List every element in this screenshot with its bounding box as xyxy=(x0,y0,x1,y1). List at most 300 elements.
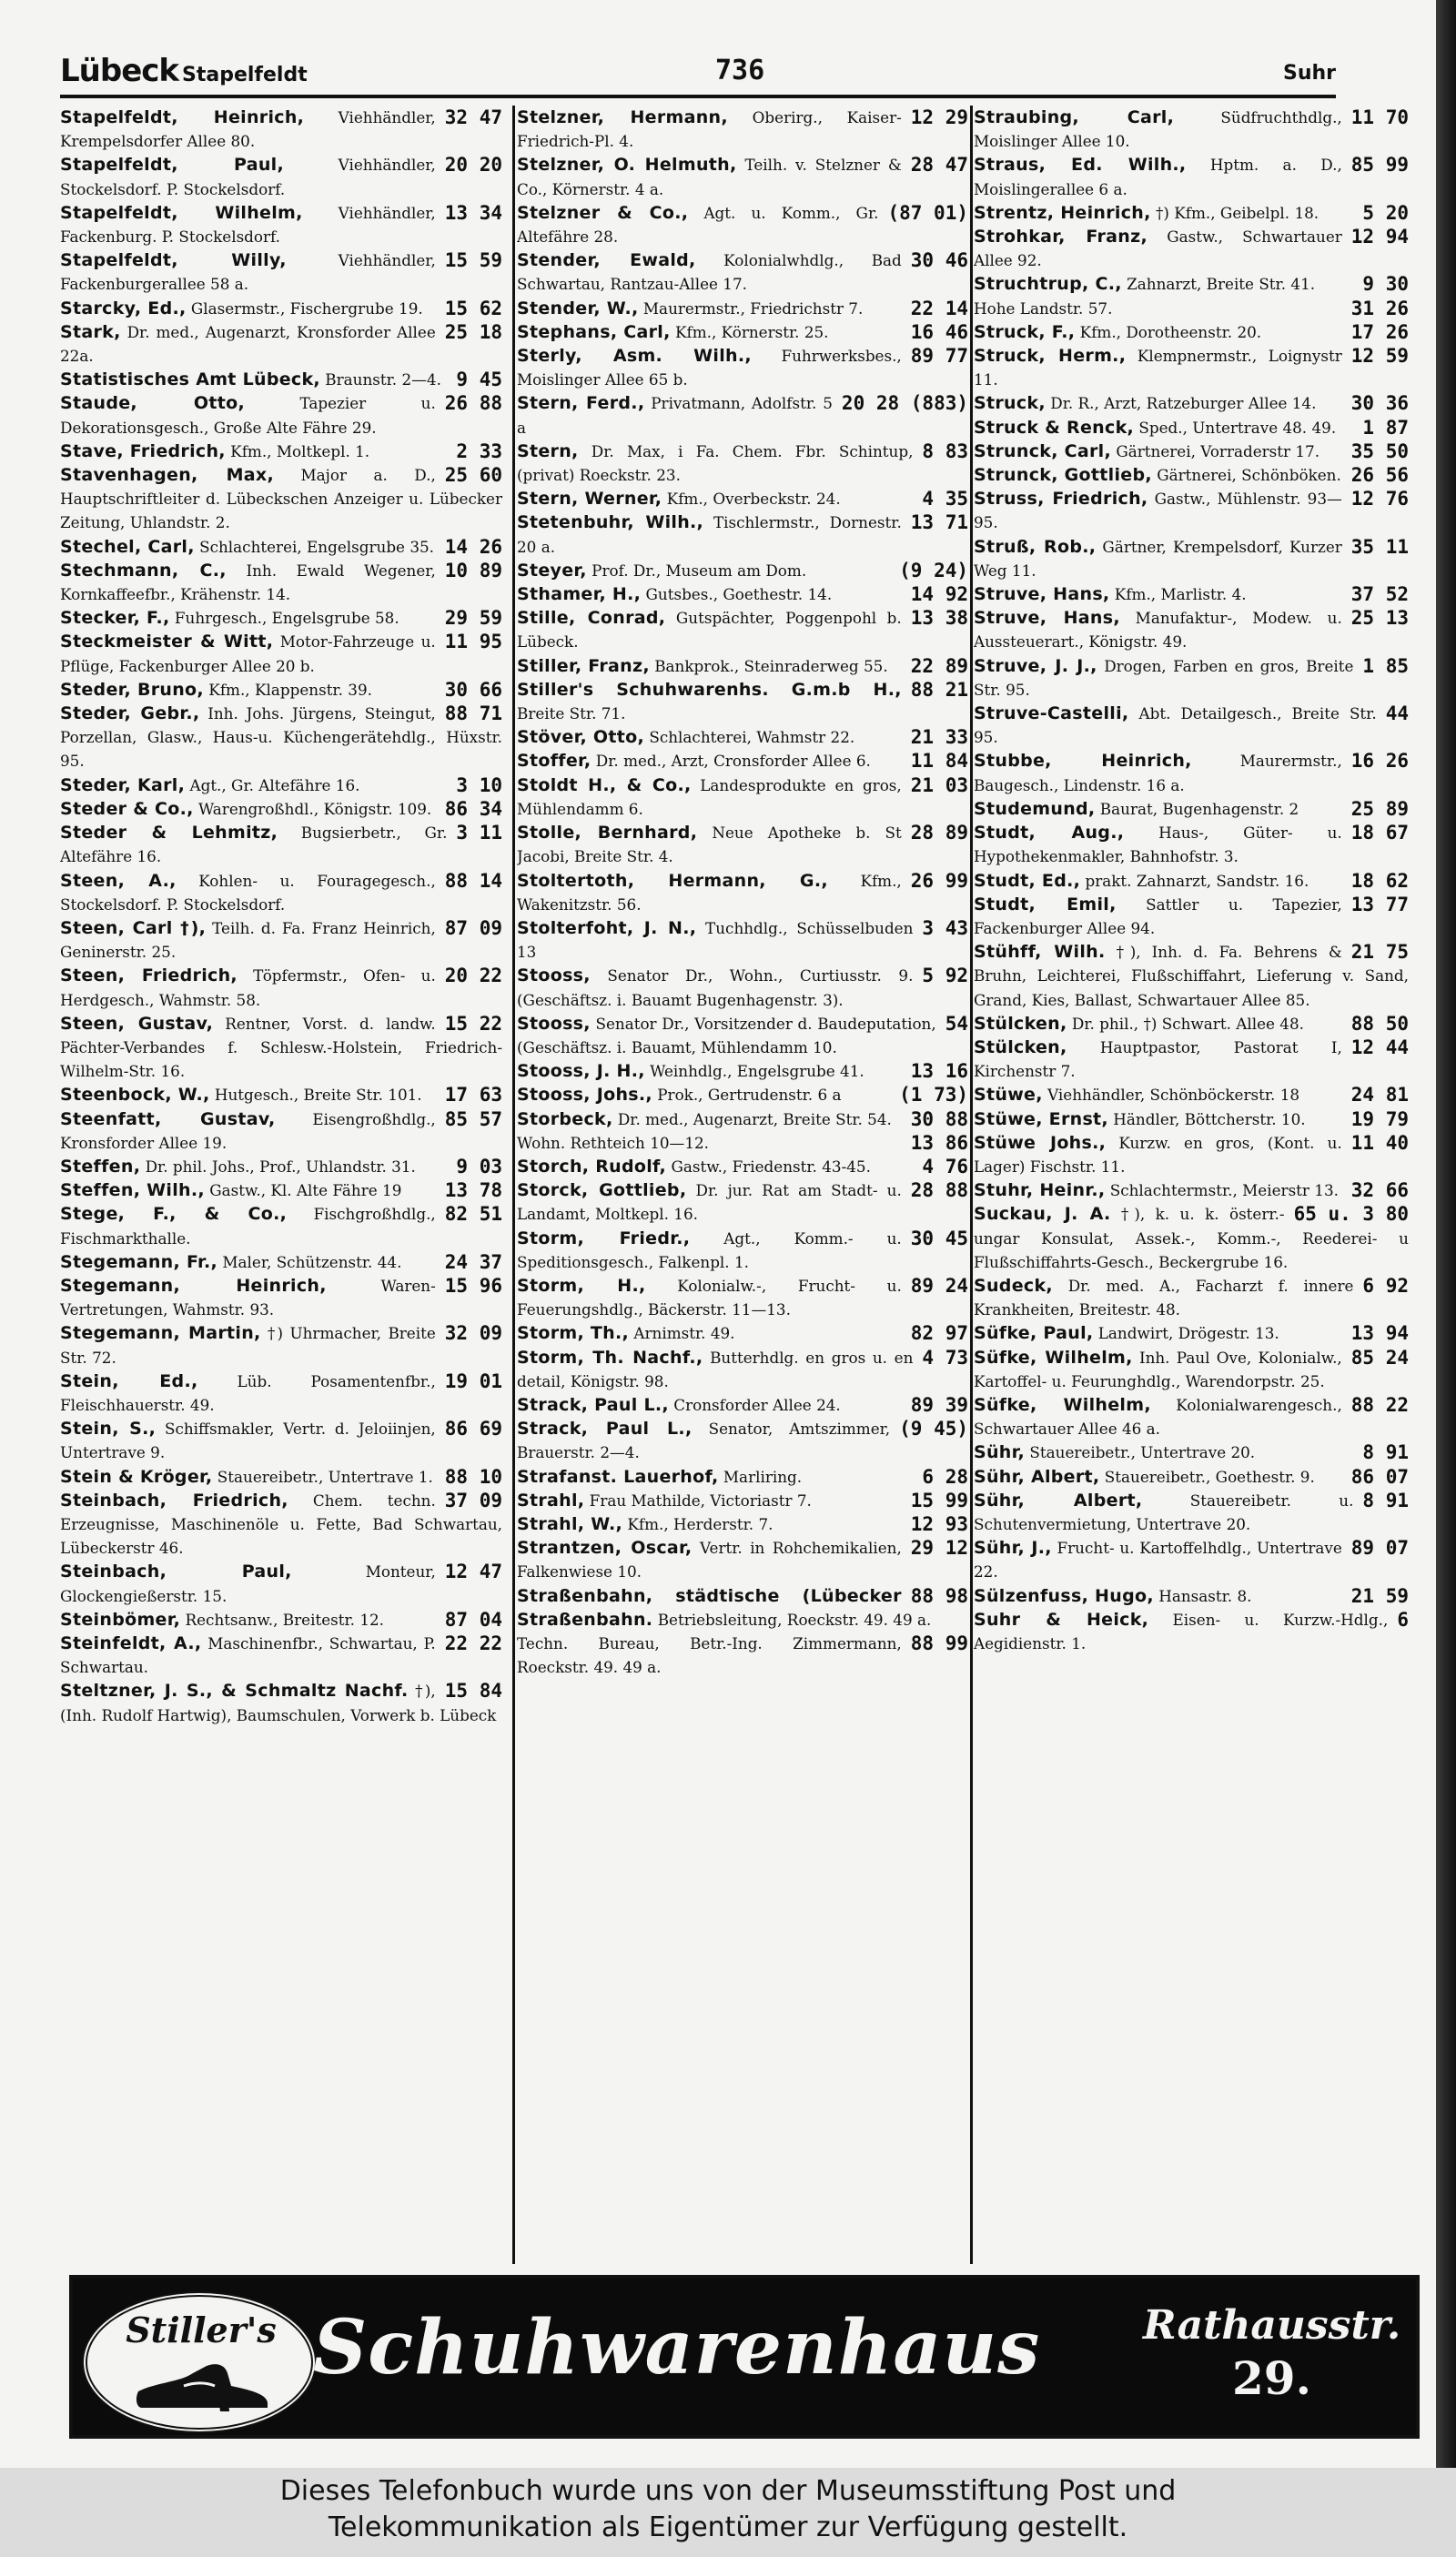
listing-entry xyxy=(517,106,970,153)
listing-entry xyxy=(517,487,970,510)
listing-details: Fischgroßhdlg., Fischmarkthalle. xyxy=(60,1205,436,1248)
listing-details: Landwirt, Drögestr. 13. xyxy=(1097,1324,1279,1343)
listing-details: Rentner, Vorst. d. landw. Pächter-Verbandes f. Schlesw.-Holstein, Friedrich-Wilhelm-Str. 16. xyxy=(60,1014,502,1081)
listing-name: Struck, Herm., xyxy=(974,346,1127,367)
listing-name: Steder, Gebr., xyxy=(60,703,200,724)
listing-details: Monteur, Glockengießerstr. 15. xyxy=(60,1562,436,1605)
listing-entry xyxy=(517,1632,970,1679)
phone-number: 35 50 xyxy=(1350,440,1409,462)
phone-number: 15 96 xyxy=(444,1274,502,1297)
listing-entry xyxy=(517,297,970,320)
phone-number: 88 50 xyxy=(1350,1012,1409,1035)
listing-entry xyxy=(60,559,504,606)
phone-number: 89 07 xyxy=(1350,1537,1409,1560)
phone-number: 13 34 xyxy=(444,201,502,224)
listing-name: Stelzner, O. Helmuth, xyxy=(517,155,737,176)
listing-details: Frau Mathilde, Victoriastr 7. xyxy=(589,1491,812,1510)
listing-entry xyxy=(60,1107,504,1155)
phone-number: 22 22 xyxy=(444,1632,502,1654)
listing-entry xyxy=(517,1346,970,1393)
listing-details: Motor-Fahrzeuge u. Pflüge, Fackenburger Allee 20 b. xyxy=(60,632,436,675)
listing-entry xyxy=(517,916,970,964)
listing-details: Viehhändler, Fackenburgerallee 58 a. xyxy=(60,251,436,294)
listing-name: Stecker, F., xyxy=(60,608,170,629)
ad-street: Rathausstr. xyxy=(1143,2302,1401,2349)
listing-name: Stolterfoht, J. N., xyxy=(517,917,697,938)
listing-details: Haus-, Güter- u. Hypothekenmakler, Bahnhofstr. 3. xyxy=(974,824,1342,866)
listing-details: Gastw., Mühlenstr. 93—95. xyxy=(974,490,1342,532)
listing-entry xyxy=(517,248,970,296)
listing-entry xyxy=(517,510,970,558)
phone-number: 3 10 xyxy=(456,773,502,796)
phone-number: 13 71 xyxy=(910,511,968,534)
listing-entry xyxy=(517,1012,970,1059)
listing-entry xyxy=(60,964,504,1011)
phone-number: 82 51 xyxy=(444,1203,502,1226)
phone-number: 21 59 xyxy=(1350,1584,1409,1607)
listing-details: Dr. phil. Johs., Prof., Uhlandstr. 31. xyxy=(145,1157,416,1176)
phone-number: 17 26 xyxy=(1350,320,1409,343)
listing-details: Senator, Amtszimmer, Brauerstr. 2—4. xyxy=(517,1420,891,1462)
phone-number: 15 84 xyxy=(444,1680,502,1703)
listing-details: Hauptpastor, Pastorat I, Kirchenstr 7. xyxy=(974,1037,1342,1081)
phone-number: 15 62 xyxy=(444,297,502,319)
listing-details: Tuchhdlg., Schüsselbuden 13 xyxy=(517,918,914,962)
listing-name: Straus, Ed. Wilh., xyxy=(974,155,1187,176)
phone-number: 12 94 xyxy=(1350,226,1409,248)
listing-name: Stapelfeldt, Paul, xyxy=(60,155,284,176)
listing-entry xyxy=(974,606,1410,653)
phone-number: 88 14 xyxy=(444,869,502,892)
phone-number: 26 99 xyxy=(910,869,968,892)
listing-name: Sühr, Albert, xyxy=(974,1490,1143,1511)
phone-number: 12 44 xyxy=(1350,1036,1409,1058)
listing-name: Süfke, Wilhelm, xyxy=(974,1347,1133,1368)
listing-column-3 xyxy=(974,106,1410,2264)
listing-entry xyxy=(517,1393,970,1417)
listing-details: Schiffsmakler, Vertr. d. Jeloiinjen, Untertrave 9. xyxy=(60,1420,436,1462)
phone-number: 9 45 xyxy=(456,369,502,391)
listing-name: Stechel, Carl, xyxy=(60,536,195,557)
footer-line-2: Telekommunikation als Eigentümer zur Verfügung gestellt. xyxy=(328,2512,1128,2543)
listing-entry xyxy=(60,248,504,296)
listing-name: Struve-Castelli, xyxy=(974,703,1129,724)
phone-number: 21 75 xyxy=(1350,941,1409,964)
listing-entry xyxy=(517,773,970,821)
listing-entry xyxy=(60,773,504,797)
listing-name: Stegemann, Fr., xyxy=(60,1251,218,1272)
listing-name: Stapelfeldt, Willy, xyxy=(60,250,287,271)
listing-details: Tischlermstr., Dornestr. 20 a. xyxy=(517,513,902,556)
phone-number: 37 52 xyxy=(1350,583,1409,606)
listing-name: Steen, Gustav, xyxy=(60,1013,214,1034)
listing-name: Starcky, Ed., xyxy=(60,298,187,318)
listing-entry xyxy=(974,893,1410,940)
listing-entry xyxy=(974,1584,1410,1608)
listing-details: Dr. Max, i Fa. Chem. Fbr. Schintup, (privat) Roeckstr. 23. xyxy=(517,441,914,485)
phone-number: 16 26 xyxy=(1350,750,1409,773)
listing-details: Hutgesch., Breite Str. 101. xyxy=(214,1086,422,1105)
listing-name: Stooss, Johs., xyxy=(517,1085,652,1106)
listing-entry xyxy=(974,1012,1410,1036)
listing-entry xyxy=(60,1202,504,1249)
phone-number: 88 21 xyxy=(910,678,968,701)
phone-number: 54 xyxy=(945,1012,968,1035)
listing-entry xyxy=(60,1560,504,1607)
phone-number: 13 94 xyxy=(1350,1322,1409,1345)
listing-details: Fuhrwerksbes., Moislinger Allee 65 b. xyxy=(517,347,902,389)
listing-details: Stauereibetr., Goethestr. 9. xyxy=(1104,1467,1315,1486)
listing-name: Stern, Ferd., xyxy=(517,393,645,414)
phone-number: 16 46 xyxy=(910,320,968,343)
phone-number: 30 46 xyxy=(910,249,968,272)
listing-entry xyxy=(974,797,1410,821)
listing-entry xyxy=(517,654,970,678)
listing-name: Strahl, W., xyxy=(517,1513,622,1534)
listing-entry xyxy=(517,1536,970,1583)
listing-name: Strunck, Gottlieb, xyxy=(974,465,1152,486)
listing-entry xyxy=(974,1440,1410,1464)
listing-entry xyxy=(60,440,504,463)
phone-number: 29 59 xyxy=(444,607,502,630)
listing-details: Hohe Landstr. 57. xyxy=(974,298,1113,318)
listing-name: Stechmann, C., xyxy=(60,560,227,581)
listing-details: Gastw., Schwartauer Allee 92. xyxy=(974,227,1342,270)
phone-number: 1 85 xyxy=(1362,654,1409,677)
listing-name: Steinfeldt, A., xyxy=(60,1633,202,1653)
listing-details: Arnimstr. 49. xyxy=(633,1324,735,1343)
advertisement xyxy=(69,2275,1420,2439)
listing-details: Zahnarzt, Breite Str. 41. xyxy=(1127,275,1316,294)
listing-name: Steinbach, Friedrich, xyxy=(60,1490,288,1511)
listing-details: Lüb. Posamentenfbr., Fleischhauerstr. 49. xyxy=(60,1371,436,1414)
listing-details: Gutspächter, Poggenpohl b. Lübeck. xyxy=(517,609,902,652)
listing-entry xyxy=(60,1465,504,1489)
listing-details: Viehhändler, Krempelsdorfer Allee 80. xyxy=(60,108,436,151)
listing-details: Senator Dr., Vorsitzender d. Baudeputation, (Geschäftsz. i. Bauamt, Mühlendamm 10. xyxy=(517,1014,936,1056)
phone-number: 28 47 xyxy=(910,154,968,177)
listing-details: Teilh. d. Fa. Franz Heinrich, Geninerstr. 25. xyxy=(60,918,436,962)
phone-number: 4 73 xyxy=(922,1346,968,1369)
listing-entry xyxy=(60,201,504,248)
listing-name: Steltzner, J. S., & Schmaltz Nachf. xyxy=(60,1681,409,1702)
listing-details: Tapezier u. Dekorationsgesch., Große Alte Fähre 29. xyxy=(60,394,436,437)
listing-entry xyxy=(60,1369,504,1417)
listing-name: Stüwe Johs., xyxy=(974,1132,1107,1153)
listing-details: Techn. Bureau, Betr.-Ing. Zimmermann, Roeckstr. 49. 49 a. xyxy=(517,1634,902,1677)
listing-details: Dr. med., Augenarzt, Breite Str. 54. xyxy=(617,1109,892,1128)
listing-details: Waren-Vertretungen, Wahmstr. 93. xyxy=(60,1276,436,1319)
phone-number: 37 09 xyxy=(444,1489,502,1511)
phone-number: 21 33 xyxy=(910,726,968,749)
listing-entry xyxy=(60,1489,504,1561)
listing-entry xyxy=(974,391,1410,415)
phone-number: 44 xyxy=(1385,702,1409,725)
listing-entry xyxy=(60,1632,504,1679)
listing-details: Inh. Johs. Jürgens, Steingut, Porzellan, Glasw., Haus-u. Küchengerätehdlg., Hüxstr. 95. xyxy=(60,704,502,771)
listing-name: Stille, Conrad, xyxy=(517,608,666,629)
phone-number: 6 92 xyxy=(1362,1274,1409,1297)
phone-number: 86 69 xyxy=(444,1418,502,1440)
phone-number: 13 77 xyxy=(1350,893,1409,915)
listing-name: Stelzner & Co., xyxy=(517,202,689,223)
listing-name: Struve, Hans, xyxy=(974,584,1110,605)
listing-details: Kohlen- u. Fouragegesch., Stockelsdorf. P. Stockelsdorf. xyxy=(60,871,436,914)
listing-entry xyxy=(517,749,970,773)
listing-name: Strantzen, Oscar, xyxy=(517,1538,693,1559)
listing-details: Agt. u. Komm., Gr. Altefähre 28. xyxy=(517,203,879,247)
listing-details: Warengroßhdl., Königstr. 109. xyxy=(198,799,432,818)
phone-number: 1 87 xyxy=(1362,416,1409,439)
ad-title: Schuhwarenhaus xyxy=(313,2304,1041,2391)
listing-name: Strafanst. Lauerhof, xyxy=(517,1466,719,1487)
listing-details: Manufaktur-, Modew. u. Aussteuerart., Königstr. 49. xyxy=(974,609,1342,652)
listing-entry xyxy=(974,153,1410,200)
listing-details: Gärtner, Krempelsdorf, Kurzer Weg 11. xyxy=(974,537,1342,580)
phone-number: 9 30 xyxy=(1362,273,1409,296)
listing-entry xyxy=(517,1178,970,1226)
phone-number: 85 99 xyxy=(1350,154,1409,177)
listing-name: Stender, Ewald, xyxy=(517,250,696,271)
listing-entry xyxy=(974,1608,1410,1655)
listing-name: Süfke, Paul, xyxy=(974,1323,1094,1344)
listing-entry xyxy=(60,797,504,821)
listing-details: Kfm., Herderstr. 7. xyxy=(627,1514,774,1533)
phone-number: 13 78 xyxy=(444,1179,502,1202)
listing-details: Viehhändler, Schönböckerstr. 18 xyxy=(1047,1086,1300,1105)
listing-details: Inh. Ewald Wegener, Kornkaffeefbr., Krähenstr. 14. xyxy=(60,561,436,604)
phone-number: 21 03 xyxy=(910,773,968,796)
phone-number: 82 97 xyxy=(910,1322,968,1345)
listing-entry xyxy=(517,391,970,439)
listing-entry xyxy=(517,1512,970,1536)
listing-name: Stooss, xyxy=(517,1013,591,1034)
phone-number: 9 03 xyxy=(456,1155,502,1177)
listing-details: Teilh. v. Stelzner & Co., Körnerstr. 4 a. xyxy=(517,156,902,198)
listing-entry xyxy=(60,463,504,535)
listing-entry xyxy=(60,320,504,368)
listing-entry xyxy=(974,344,1410,391)
phone-number: 11 40 xyxy=(1350,1131,1409,1154)
phone-number: 89 24 xyxy=(910,1274,968,1297)
phone-number: 10 89 xyxy=(444,559,502,581)
phone-number: 12 29 xyxy=(910,106,968,128)
listing-entry xyxy=(60,1608,504,1632)
listing-entry xyxy=(974,463,1410,487)
phone-number: 15 99 xyxy=(910,1489,968,1511)
phone-number: 20 22 xyxy=(444,965,502,987)
phone-number: 88 10 xyxy=(444,1465,502,1488)
listing-name: Stegemann, Martin, xyxy=(60,1323,261,1344)
listing-details: Frucht- u. Kartoffelhdlg., Untertrave 22. xyxy=(974,1539,1342,1582)
phone-number: 30 36 xyxy=(1350,392,1409,415)
phone-number: 26 88 xyxy=(444,392,502,415)
listing-entry xyxy=(60,297,504,320)
listing-name: Stooss, J. H., xyxy=(517,1061,645,1082)
listing-entry xyxy=(974,416,1410,440)
ad-brand: Stiller's xyxy=(126,2309,277,2350)
listing-details: Gärtnerei, Schönböken. xyxy=(1157,466,1341,485)
listing-name: Strohkar, Franz, xyxy=(974,227,1148,248)
listing-details: Sped., Untertrave 48. 49. xyxy=(1138,418,1337,437)
listing-details: Prok., Gertrudenstr. 6 a xyxy=(657,1086,842,1105)
listing-name: Sülzenfuss, Hugo, xyxy=(974,1585,1154,1606)
listing-name: Steinbach, Paul, xyxy=(60,1561,292,1582)
listing-name: Steen, Carl †), xyxy=(60,917,207,938)
listing-entry xyxy=(60,1679,504,1726)
phone-number: 11 95 xyxy=(444,631,502,653)
listing-details: Gutsbes., Goethestr. 14. xyxy=(645,585,833,604)
listing-name: Statistisches Amt Lübeck, xyxy=(60,369,320,390)
shoe-icon xyxy=(129,2355,275,2419)
listing-entry xyxy=(60,1250,504,1274)
phone-number: 87 09 xyxy=(444,916,502,939)
listing-entry xyxy=(974,1321,1410,1345)
listing-details: Gastw., Friedenstr. 43-45. xyxy=(671,1157,871,1176)
listing-details: Dr. med., Augenarzt, Kronsforder Allee 22a. xyxy=(60,322,436,366)
listing-entry xyxy=(60,391,504,439)
listing-entry xyxy=(60,678,504,702)
listing-details: Hansastr. 8. xyxy=(1158,1586,1252,1605)
footer-line-1: Dieses Telefonbuch wurde uns von der Museumsstiftung Post und xyxy=(279,2475,1177,2507)
phone-number: 14 92 xyxy=(910,583,968,606)
phone-number: 32 47 xyxy=(444,106,502,128)
phone-number: 31 26 xyxy=(1350,297,1409,319)
listing-entry xyxy=(517,821,970,868)
phone-number: 89 39 xyxy=(910,1393,968,1416)
listing-entry xyxy=(60,153,504,200)
listing-entry xyxy=(517,1321,970,1345)
listing-details: Butterhdlg. en gros u. en detail, Königstr. 98. xyxy=(517,1348,914,1390)
listing-name: Stoffer, xyxy=(517,751,592,772)
listing-name: Steder, Bruno, xyxy=(60,679,204,700)
listing-entry xyxy=(974,1274,1410,1321)
listing-entry xyxy=(517,678,970,725)
listing-details: Drogen, Farben en gros, Breite Str. 95. xyxy=(974,656,1354,699)
listing-details: Dr. R., Arzt, Ratzeburger Allee 14. xyxy=(1050,394,1317,413)
listing-name: Stubbe, Heinrich, xyxy=(974,751,1192,772)
phone-number: 32 09 xyxy=(444,1322,502,1345)
listing-entry xyxy=(517,1131,970,1155)
listing-entry xyxy=(517,559,970,582)
listing-name: Sthamer, H., xyxy=(517,584,642,605)
phone-number: 13 16 xyxy=(910,1060,968,1083)
listing-details: Breite Str. 71. xyxy=(517,704,626,723)
listing-name: Stegemann, Heinrich, xyxy=(60,1275,327,1296)
listing-details: Dr. med., Arzt, Cronsforder Allee 6. xyxy=(595,752,871,771)
listing-name: Stiller's Schuhwarenhs. G.m.b H., xyxy=(517,679,902,700)
listing-details: Töpfermstr., Ofen- u. Herdgesch., Wahmstr. 58. xyxy=(60,966,436,1009)
phone-number: 29 12 xyxy=(910,1537,968,1560)
listing-details: Kfm., Körnerstr. 25. xyxy=(674,322,829,341)
listing-details: Kfm., Dorotheenstr. 20. xyxy=(1079,322,1262,341)
listing-details: †), Inh. d. Fa. Behrens & Bruhn, Leichterei, Flußschiffahrt, Lieferung v. Sand, Grand, Kies, Ballast, Schwartauer Allee 85. xyxy=(974,943,1409,1009)
listing-details: Fuhrgesch., Engelsgrube 58. xyxy=(174,609,399,628)
listing-details: Glasermstr., Fischergrube 19. xyxy=(190,298,423,318)
listing-name: Stöver, Otto, xyxy=(517,727,644,748)
listing-name: Stave, Friedrich, xyxy=(60,440,226,461)
listing-details: Bankprok., Steinraderweg 55. xyxy=(654,656,888,675)
listing-name: Stark, xyxy=(60,321,121,342)
listing-details: Schlachterei, Engelsgrube 35. xyxy=(199,537,435,556)
listing-details: Gastw., Kl. Alte Fähre 19 xyxy=(209,1181,402,1200)
listing-columns xyxy=(60,106,1409,2264)
listing-details: Kolonialwarengesch., Schwartauer Allee 46 a. xyxy=(974,1395,1342,1439)
phone-number: 3 43 xyxy=(922,916,968,939)
listing-name: Struve, Hans, xyxy=(974,608,1120,629)
phone-number: 87 04 xyxy=(444,1608,502,1631)
phone-number: 8 91 xyxy=(1362,1441,1409,1464)
phone-number: 5 20 xyxy=(1362,201,1409,224)
listing-entry xyxy=(60,1178,504,1202)
listing-details: Braunstr. 2—4. xyxy=(325,370,441,389)
listing-entry xyxy=(60,702,504,773)
listing-name: Stiller, Franz, xyxy=(517,655,650,676)
phone-number: 89 77 xyxy=(910,345,968,368)
listing-entry xyxy=(974,297,1410,320)
listing-details: Maurermstr., Friedrichstr 7. xyxy=(642,298,864,318)
listing-entry xyxy=(60,1274,504,1321)
listing-details: Vertr. in Rohchemikalien, Falkenwiese 10. xyxy=(517,1539,902,1582)
listing-name: Steinbömer, xyxy=(60,1609,181,1630)
listing-entry xyxy=(517,725,970,749)
header-rule xyxy=(60,95,1336,98)
listing-name: Stapelfeldt, Heinrich, xyxy=(60,107,305,127)
phone-number: 15 59 xyxy=(444,249,502,272)
listing-details: Hptm. a. D., Moislingerallee 6 a. xyxy=(974,156,1342,198)
listing-entry xyxy=(517,320,970,344)
listing-details: Kfm., Klappenstr. 39. xyxy=(208,680,372,699)
listing-name: Stoltertoth, Hermann, G., xyxy=(517,870,828,891)
phone-number: 28 88 xyxy=(910,1179,968,1202)
phone-number: 14 26 xyxy=(444,535,502,558)
listing-name: Sühr, Albert, xyxy=(974,1466,1100,1487)
listing-entry xyxy=(517,1417,970,1464)
listing-details: Kolonialw.-, Frucht- u. Feuerungshdlg., Bäckerstr. 11—13. xyxy=(517,1276,902,1319)
listing-entry xyxy=(517,606,970,653)
phone-number: 6 xyxy=(1397,1608,1409,1631)
listing-details: Baurat, Bugenhagenstr. 2 xyxy=(1099,799,1299,818)
listing-name: Storm, Th. Nachf., xyxy=(517,1347,703,1368)
listing-entry xyxy=(60,1012,504,1084)
listing-entry xyxy=(974,1107,1410,1131)
listing-details: Viehhändler, Fackenburg. P. Stockelsdorf. xyxy=(60,203,436,247)
listing-name: Stüwe, xyxy=(974,1085,1043,1106)
phone-number: 88 99 xyxy=(910,1632,968,1654)
listing-details: Kfm., Marlistr. 4. xyxy=(1114,585,1247,604)
listing-name: Stooss, xyxy=(517,965,591,986)
listing-details: Schlachtermstr., Meierstr 13. xyxy=(1109,1181,1339,1200)
listing-details: Kfm., Wakenitzstr. 56. xyxy=(517,871,902,914)
phone-number: 88 71 xyxy=(444,702,502,725)
phone-number: 12 59 xyxy=(1350,345,1409,368)
phone-number: 11 70 xyxy=(1350,106,1409,128)
listing-name: Strack, Paul L., xyxy=(517,1394,669,1415)
listing-name: Stüwe, Ernst, xyxy=(974,1108,1108,1129)
listing-name: Stapelfeldt, Wilhelm, xyxy=(60,202,303,223)
listing-name: Struss, Friedrich, xyxy=(974,489,1148,510)
listing-entry xyxy=(60,1321,504,1369)
listing-details: Dr. med. A., Facharzt f. innere Krankheiten, Breitestr. 48. xyxy=(974,1276,1354,1319)
listing-name: Struck, F., xyxy=(974,321,1076,342)
listing-details: Betriebsleitung, Roeckstr. 49. 49 a. xyxy=(657,1610,932,1629)
listing-entry xyxy=(60,535,504,559)
listing-entry xyxy=(974,940,1410,1012)
listing-column-1 xyxy=(60,106,504,2264)
phone-number: 6 28 xyxy=(922,1465,968,1488)
listing-entry xyxy=(974,106,1410,153)
listing-entry xyxy=(517,1083,970,1107)
